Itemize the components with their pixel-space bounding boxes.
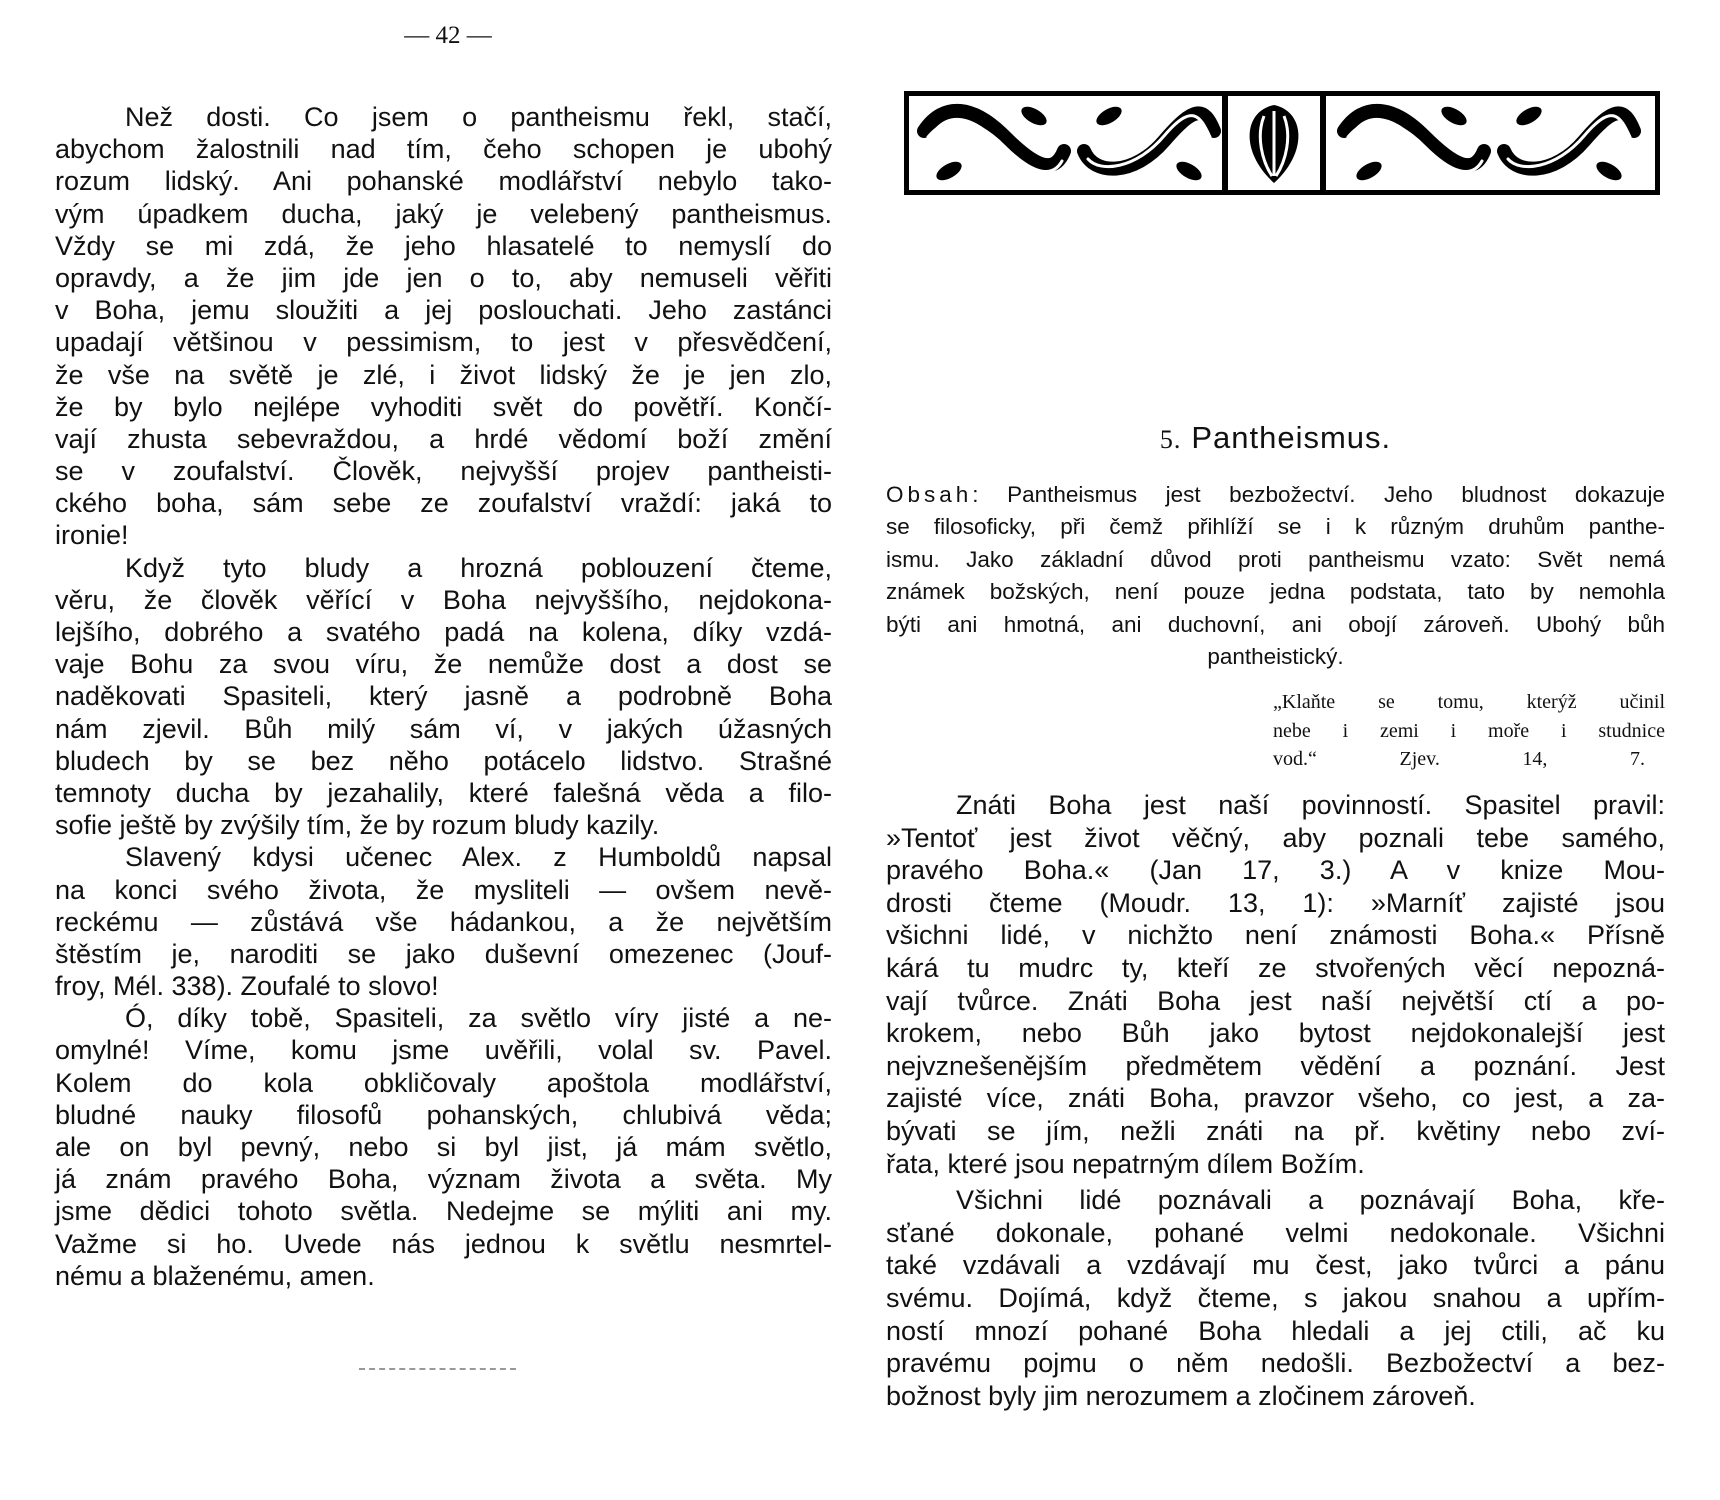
text-line: se v zoufalství. Člověk, nejvyšší projev pantheisti- <box>55 456 832 487</box>
summary-line: pantheistický. <box>1207 643 1344 669</box>
text-line: »Tentoť jest život věčný, aby poznali tebe samého, <box>886 822 1665 853</box>
text-line: Vždy se mi zdá, že jeho hlasatelé to nemyslí do <box>55 230 832 261</box>
text-line: Slavený kdysi učenec Alex. z Humboldů napsal <box>125 842 832 873</box>
text-line: lejšího, dobrého a svatého padá na kolena, díky vzdá- <box>55 617 832 647</box>
text-line: krokem, nebo Bůh jako bytost nejdokonalejší jest <box>886 1018 1665 1049</box>
text-line: sofie ještě by zvýšily tím, že by rozum bludy kazily. <box>55 810 660 841</box>
paragraph <box>55 1002 832 1292</box>
text-line: že vše na světě je zlé, i život lidský že je jen zlo, <box>55 359 832 390</box>
text-line: sťané dokonale, pohané velmi nedokonale. Všichni <box>886 1217 1665 1248</box>
text-line: pravého Boha.« (Jan 17, 3.) A v knize Mou- <box>886 855 1665 886</box>
text-line: jsme dědici tohoto světla. Nedejme se mýliti ani my. <box>55 1196 832 1227</box>
text-line: bludné nauky filosofů pohanských, chlubivá věda; <box>55 1099 832 1130</box>
chapter-number: 5. <box>1159 425 1182 454</box>
paragraph <box>886 1184 1665 1412</box>
text-line: všichni lidé, v nichžto není známosti Boha.« Přísně <box>886 920 1665 951</box>
text-line: upadají většinou v pessimism, to jest v přesvědčení, <box>55 327 832 358</box>
text-line: vají tvůrce. Znáti Boha jest naší největší ctí a po- <box>886 985 1665 1016</box>
text-line: drosti čteme (Moudr. 13, 1): »Marníť zajisté jsou <box>886 887 1665 918</box>
scan-mark-divider <box>359 1368 516 1370</box>
text-line: abychom žalostnili nad tím, čeho schopen je ubohý <box>55 134 832 165</box>
text-line: Než dosti. Co jsem o pantheismu řekl, stačí, <box>125 102 832 132</box>
quote-line-last <box>1273 745 1665 774</box>
decorative-header-ornament <box>904 91 1660 195</box>
text-line: vají zhusta sebevraždou, a hrdé vědomí boží změní <box>55 423 832 454</box>
paragraph <box>55 841 832 1002</box>
chapter-summary <box>886 479 1665 673</box>
text-line: v Boha, jemu sloužiti a jej poslouchati. Jeho zastánci <box>55 295 832 326</box>
quote-reference: Zjev. 14, 7. <box>1399 748 1646 770</box>
text-line: nám zjevil. Bůh milý sám ví, v jakých úžasných <box>55 713 832 744</box>
text-line: omylné! Víme, komu jsme uvěřili, volal sv. Pavel. <box>55 1035 832 1066</box>
summary-line: se filosoficky, při čemž přihlíží se i k různým druhům panthe- <box>886 514 1665 540</box>
text-line: Važme si ho. Uvede nás jednou k světlu nesmrtel- <box>55 1228 832 1259</box>
text-line: temnoty ducha by jezahalily, které falešná věda a filo- <box>55 777 832 808</box>
text-line: Všichni lidé poznávali a poznávají Boha, kře- <box>956 1185 1665 1216</box>
text-line: nému a blaženému, amen. <box>55 1260 375 1291</box>
text-line: věru, že člověk věřící v Boha nejvyššího, nejdokona- <box>55 584 832 615</box>
text-line: bludech by se bez něho potácelo lidstvo. Strašné <box>55 745 832 776</box>
text-line: na konci svého života, že mysliteli — ovšem nevě- <box>55 874 832 905</box>
quote-line: „Klaňte se tomu, kterýž učinil <box>1273 691 1665 713</box>
text-line: pravému pojmu o něm nedošli. Bezbožectví a bez- <box>886 1348 1665 1379</box>
text-line: kárá tu mudrc ty, kteří ze stvořených věcí nepozná- <box>886 952 1665 983</box>
text-line: rozum lidský. Ani pohanské modlářství nebylo tako- <box>55 166 832 197</box>
text-line: ností mnozí pohané Boha hledali a jej ctili, ač ku <box>886 1315 1665 1346</box>
left-page-text <box>55 101 832 1292</box>
text-line: vým úpadkem ducha, jaký je velebený pantheismus. <box>55 198 832 229</box>
quote-line: nebe i zemi i moře i studnice <box>1273 719 1665 742</box>
summary-label: Obsah <box>886 482 973 507</box>
paragraph <box>55 552 832 842</box>
text-line: Když tyto bludy a hrozná poblouzení čteme, <box>125 552 832 583</box>
text-line: opravdy, a že jim jde jen o to, aby nemuseli věřiti <box>55 262 832 293</box>
epigraph-quote <box>1273 688 1665 774</box>
text-line: božnost byly jim nerozumem a zločinem zároveň. <box>886 1380 1476 1411</box>
paragraph <box>886 789 1665 1180</box>
text-line: reckému — zůstává vše hádankou, a že největším <box>55 906 832 937</box>
text-line: ale on byl pevný, nebo si byl jist, já mám světlo, <box>55 1132 832 1162</box>
text-line: zajisté více, znáti Boha, pravzor všeho, co jest, a za- <box>886 1083 1665 1114</box>
text-line: froy, Mél. 338). Zoufalé to slovo! <box>55 971 439 1002</box>
chapter-title: Pantheismus. <box>1191 420 1392 455</box>
text-line: Kolem do kola obkličovaly apoštola modlářství, <box>55 1067 832 1098</box>
paragraph <box>55 101 832 552</box>
text-line: naděkovati Spasiteli, který jasně a podrobně Boha <box>55 681 832 712</box>
summary-text: : Pantheismus jest bezbožectví. Jeho bludnost dokazuje <box>972 482 1665 507</box>
text-line: bývati se jím, nežli znáti na př. květiny nebo zví- <box>886 1115 1665 1146</box>
text-line: řata, které jsou nepatrným dílem Božím. <box>886 1148 1365 1179</box>
text-line: vaje Bohu za svou víru, že nemůže dost a dost se <box>55 649 832 680</box>
text-line: štěstím je, naroditi se jako duševní omezenec (Jouf- <box>55 938 832 969</box>
text-line: ckého boha, sám sebe ze zoufalství vraždí: jaká to <box>55 488 832 519</box>
text-line: že by bylo nejlépe vyhoditi svět do povětří. Končí- <box>55 391 832 422</box>
text-line: Znáti Boha jest naší povinností. Spasitel pravil: <box>956 790 1665 820</box>
text-line: nejvznešenějším předmětem vědění a poznání. Jest <box>886 1050 1665 1081</box>
page-number: — 42 — <box>404 22 492 49</box>
text-line: svému. Dojímá, když čteme, s jakou snahou a upřím- <box>886 1282 1665 1313</box>
text-line: také vzdávali a vzdávají mu čest, jako tvůrci a pánu <box>886 1250 1665 1281</box>
summary-line <box>886 479 1665 511</box>
summary-line: býti ani hmotná, ani duchovní, ani obojí zároveň. Ubohý bůh <box>886 611 1665 637</box>
right-page-text <box>886 789 1665 1412</box>
text-line: Ó, díky tobě, Spasiteli, za světlo víry jisté a ne- <box>125 1003 832 1034</box>
summary-line: známek božských, není pouze jedna podstata, tato by nemohla <box>886 579 1665 605</box>
quote-end: vod.“ <box>1273 748 1317 770</box>
text-line: ironie! <box>55 520 129 551</box>
summary-line: ismu. Jako základní důvod proti pantheismu vzato: Svět nemá <box>886 546 1665 572</box>
chapter-heading <box>886 420 1665 456</box>
text-line: já znám pravého Boha, význam života a světa. My <box>55 1164 832 1195</box>
